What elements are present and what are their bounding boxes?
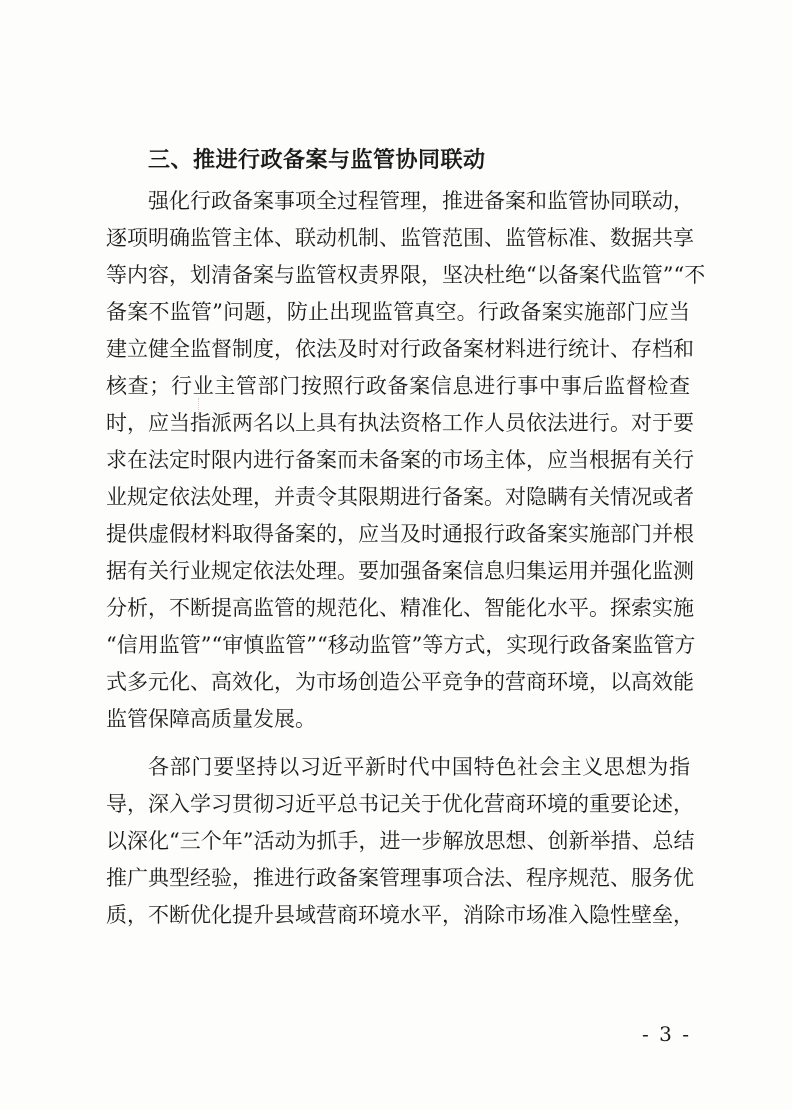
paragraph-line: 核查；行业主管部门按照行政备案信息进行事中事后监督检查 [106,374,690,398]
paragraph-line: 导，深入学习贯彻习近平总书记关于优化营商环境的重要论述， [106,792,694,816]
paragraph-line: 逐项明确监管主体、联动机制、监管范围、监管标准、数据共享 [106,226,694,250]
paragraph-line: 各部门要坚持以习近平新时代中国特色社会主义思想为指 [148,755,690,779]
paragraph-line: 式多元化、高效化，为市场创造公平竞争的营商环境，以高效能 [106,670,694,694]
page-number: - 3 - [642,1022,691,1046]
paragraph-line: 监管保障高质量发展。 [106,707,316,731]
paragraph-line: 等内容，划清备案与监管权责界限，坚决杜绝“以备案代监管”“不 [106,263,706,287]
paragraph-line: 建立健全监督制度，依法及时对行政备案材料进行统计、存档和 [106,337,694,361]
section-heading: 三、推进行政备案与监管协同联动 [148,148,486,173]
faint-seal-mark [198,398,213,420]
paragraph-line: 求在法定时限内进行备案而未备案的市场主体，应当根据有关行 [106,448,694,472]
paragraph-line: 时，应当指派两名以上具有执法资格工作人员依法进行。对于要 [106,411,694,435]
paragraph-line: “信用监管”“审慎监管”“移动监管”等方式，实现行政备案监管方 [106,633,696,657]
paragraph-line: 提供虚假材料取得备案的，应当及时通报行政备案实施部门并根 [106,522,694,546]
paragraph-line: 质，不断优化提升县域营商环境水平，消除市场准入隐性壁垒， [106,903,694,927]
paragraph-line: 强化行政备案事项全过程管理，推进备案和监管协同联动， [148,189,694,213]
paragraph-line: 推广典型经验，推进行政备案管理事项合法、程序规范、服务优 [106,866,694,890]
paragraph-line: 以深化“三个年”活动为抓手，进一步解放思想、创新举措、总结 [106,829,695,853]
paragraph-line: 据有关行业规定依法处理。要加强备案信息归集运用并强化监测 [106,559,694,583]
paragraph-line: 备案不监管”问题，防止出现监管真空。行政备案实施部门应当 [106,300,690,324]
paragraph-line: 分析，不断提高监管的规范化、精准化、智能化水平。探索实施 [106,596,694,620]
paragraph-line: 业规定依法处理，并责令其限期进行备案。对隐瞒有关情况或者 [106,485,694,509]
